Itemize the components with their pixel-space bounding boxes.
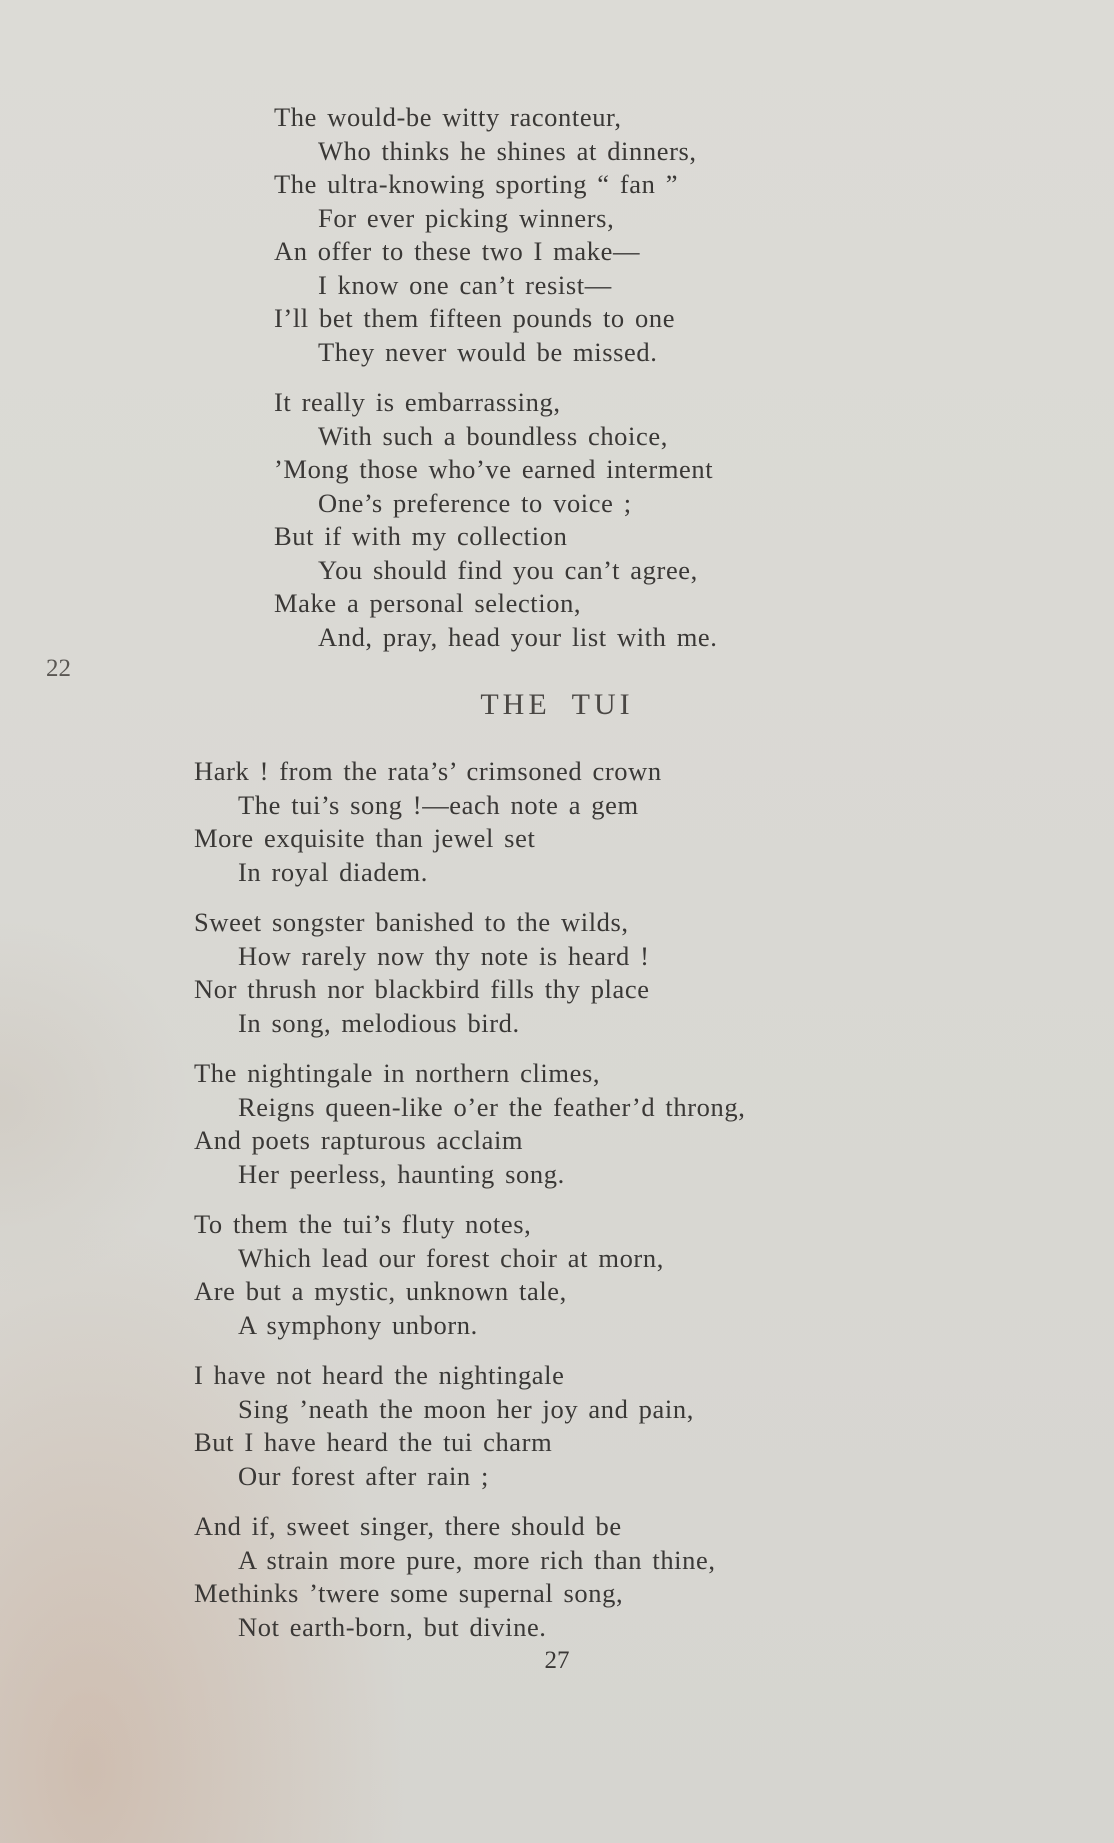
poem-line: One’s preference to voice ;: [318, 487, 632, 518]
poem-line: Reigns queen-like o’er the feather’d throng,: [238, 1091, 746, 1122]
poem-line: Our forest after rain ;: [238, 1460, 489, 1491]
poem-line: For ever picking winners,: [318, 202, 615, 233]
poem-line: But if with my collection: [274, 521, 568, 551]
poem-line: I have not heard the nightingale: [194, 1360, 565, 1390]
poem-line: Her peerless, haunting song.: [238, 1158, 565, 1189]
poem-line: Hark ! from the rata’s’ crimsoned crown: [194, 756, 662, 786]
continued-poem-stanza: [274, 386, 718, 654]
tui-poem-stanza: [194, 1208, 745, 1342]
poem-line: I’ll bet them fifteen pounds to one: [274, 303, 676, 333]
poem-line: Who thinks he shines at dinners,: [318, 135, 697, 166]
poem-line: An offer to these two I make—: [274, 236, 641, 266]
poem-line: Are but a mystic, unknown tale,: [194, 1276, 567, 1306]
poem-line: I know one can’t resist—: [318, 269, 612, 300]
poem-line: Sweet songster banished to the wilds,: [194, 907, 629, 937]
tui-poem-stanza: [194, 906, 745, 1040]
poem-line: It really is embarrassing,: [274, 387, 561, 417]
tui-poem-stanza: [194, 1510, 745, 1644]
poem-line: Make a personal selection,: [274, 588, 582, 618]
poem-line: Not earth-born, but divine.: [238, 1611, 547, 1642]
poem-line: And, pray, head your list with me.: [318, 621, 718, 652]
poem-line: You should find you can’t agree,: [318, 554, 698, 585]
margin-page-number: 22: [46, 655, 71, 682]
continued-poem: [274, 101, 718, 654]
tui-poem: [194, 755, 745, 1644]
poem-line: More exquisite than jewel set: [194, 823, 536, 853]
poem-line: The nightingale in northern climes,: [194, 1058, 601, 1088]
tui-poem-stanza: [194, 755, 745, 889]
poem-line: Sing ’neath the moon her joy and pain,: [238, 1393, 694, 1424]
tui-poem-stanza: [194, 1359, 745, 1493]
poem-line: To them the tui’s fluty notes,: [194, 1209, 532, 1239]
poem-line: But I have heard the tui charm: [194, 1427, 553, 1457]
poem-line: How rarely now thy note is heard !: [238, 940, 650, 971]
poem-line: ’Mong those who’ve earned interment: [274, 454, 714, 484]
continued-poem-stanza: [274, 101, 718, 369]
poem-line: The tui’s song !—each note a gem: [238, 789, 639, 820]
tui-poem-stanza: [194, 1057, 745, 1191]
poem-line: A strain more pure, more rich than thine,: [238, 1544, 716, 1575]
poem-line: A symphony unborn.: [238, 1309, 478, 1340]
poem-line: They never would be missed.: [318, 336, 658, 367]
poem-line: And poets rapturous acclaim: [194, 1125, 524, 1155]
poem-line: Methinks ’twere some supernal song,: [194, 1578, 624, 1608]
page-number: 27: [544, 1647, 570, 1674]
poem-line: In royal diadem.: [238, 856, 428, 887]
poem-line: The ultra-knowing sporting “ fan ”: [274, 169, 679, 199]
poem-title: THE TUI: [480, 688, 634, 721]
poem-line: And if, sweet singer, there should be: [194, 1511, 622, 1541]
poem-line: Nor thrush nor blackbird fills thy place: [194, 974, 650, 1004]
poem-line: With such a boundless choice,: [318, 420, 668, 451]
poem-line: The would-be witty raconteur,: [274, 102, 622, 132]
poem-line: In song, melodious bird.: [238, 1007, 520, 1038]
poem-line: Which lead our forest choir at morn,: [238, 1242, 664, 1273]
